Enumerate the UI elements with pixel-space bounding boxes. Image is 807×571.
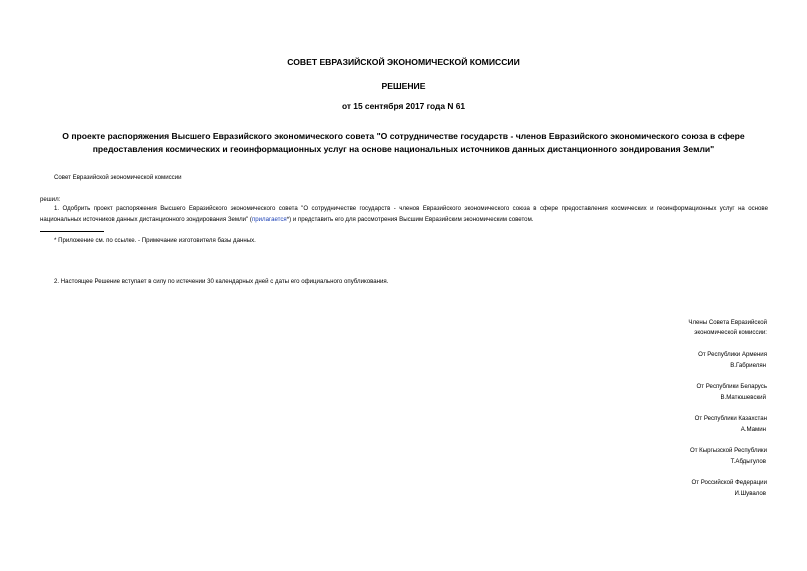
signature-country: От Кыргызской Республики bbox=[689, 447, 767, 454]
document-type-heading: РЕШЕНИЕ bbox=[381, 81, 426, 91]
signature-entry bbox=[567, 381, 767, 403]
signatures-block bbox=[567, 318, 767, 509]
footnote-divider bbox=[40, 231, 104, 232]
signature-country: От Российской Федерации bbox=[691, 479, 767, 486]
signature-name: И.Шувалов bbox=[734, 490, 766, 497]
paragraph-1-text-after: *) и представить его для рассмотрения Высшим Евразийским экономическим советом. bbox=[286, 216, 534, 223]
resolved-text: решил: bbox=[40, 196, 61, 203]
signatures-members-heading bbox=[567, 318, 767, 338]
signature-entry bbox=[567, 445, 767, 467]
members-line-2: экономической комиссии: bbox=[694, 329, 767, 336]
document-date-number: от 15 сентября 2017 года N 61 bbox=[341, 101, 466, 111]
signature-entry bbox=[567, 349, 767, 371]
signature-country: От Республики Казахстан bbox=[694, 415, 767, 422]
paragraph-1-text-before: 1. Одобрить проект распоряжения Высшего Евразийского экономического совета "О сотрудничестве государств - членов Евразийского экономического союза в сфере предоставления космических и геоинформационных услуг на основе национальных источников данных дистанционного зондирования Земли" ( bbox=[40, 205, 768, 223]
footnote-text: * Приложение см. по ссылке. - Примечание изготовителя базы данных. bbox=[54, 237, 256, 244]
signature-name: Т.Абдыгулов bbox=[730, 458, 766, 465]
signature-name: В.Габриелян bbox=[730, 362, 766, 369]
signature-entry bbox=[567, 477, 767, 499]
signature-name: А.Мамин bbox=[740, 426, 766, 433]
intro-text: Совет Евразийской экономической комиссии bbox=[54, 174, 182, 181]
signature-country: От Республики Беларусь bbox=[696, 383, 767, 390]
signature-name: В.Матюшевский bbox=[720, 394, 766, 401]
signature-entry bbox=[567, 413, 767, 435]
organization-heading: СОВЕТ ЕВРАЗИЙСКОЙ ЭКОНОМИЧЕСКОЙ КОМИССИИ bbox=[287, 57, 520, 67]
attachment-link[interactable]: прилагается bbox=[251, 216, 287, 223]
paragraph-2: 2. Настоящее Решение вступает в силу по истечении 30 календарных дней с даты его официального опубликования. bbox=[54, 278, 389, 285]
paragraph-1 bbox=[40, 203, 768, 225]
document-title: О проекте распоряжения Высшего Евразийского экономического совета "О сотрудничестве государств - членов Евразийского экономического союза в сфере предоставления космических и геоинформационных услуг на основе национальных источников данных дистанционного зондирования Земли" bbox=[62, 131, 745, 154]
signature-country: От Республики Армения bbox=[698, 351, 767, 358]
members-line-1: Члены Совета Евразийской bbox=[688, 319, 767, 326]
